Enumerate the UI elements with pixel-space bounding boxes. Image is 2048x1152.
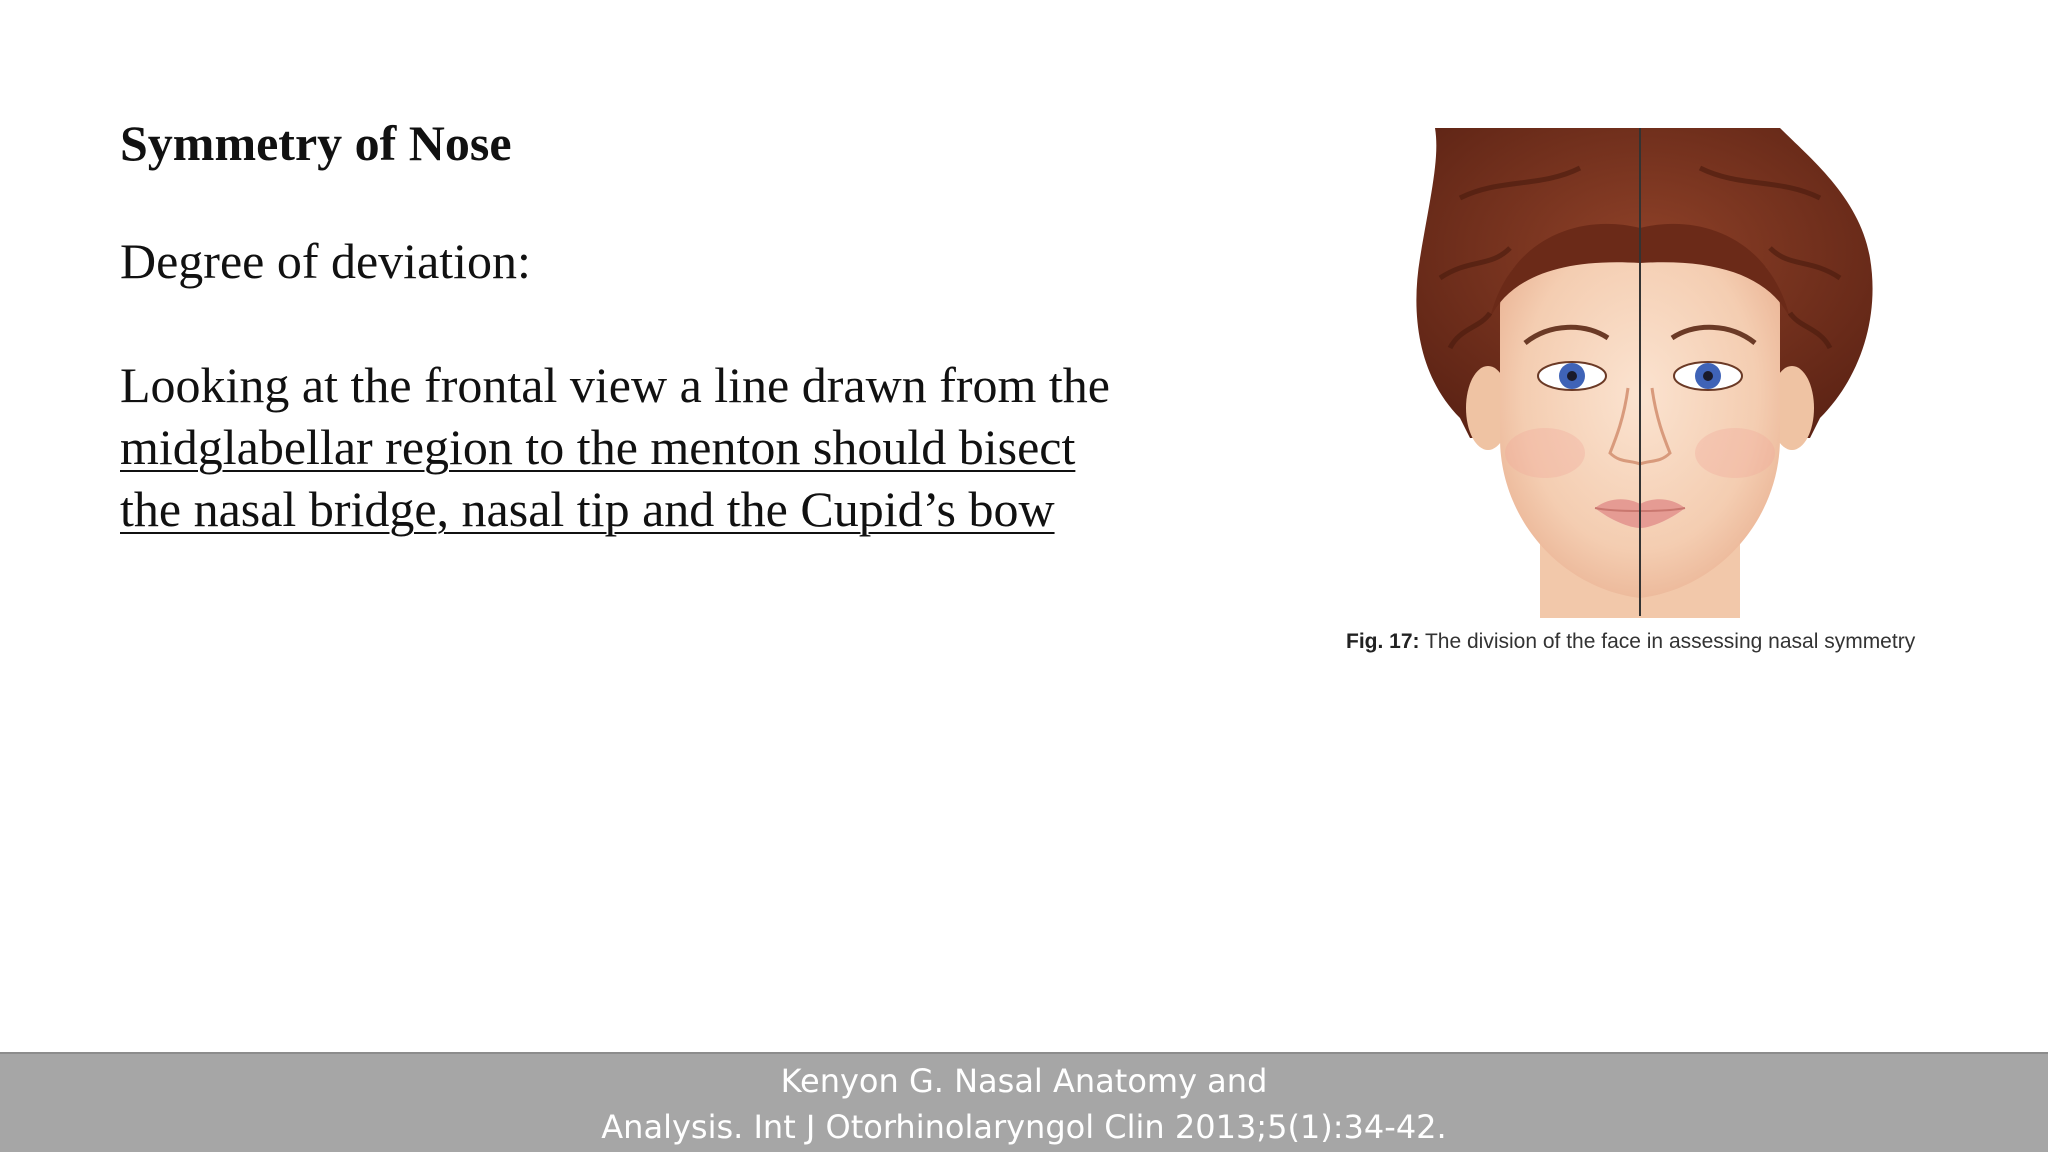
citation-line-1: Kenyon G. Nasal Anatomy and — [780, 1062, 1268, 1100]
face-svg — [1340, 118, 1940, 638]
caption-text: The division of the face in assessing nasal symmetry — [1419, 630, 1916, 653]
figure-caption — [1346, 630, 1915, 654]
slide-body — [120, 354, 1140, 540]
body-plain-text: Looking at the frontal view a line drawn from the — [120, 357, 1110, 413]
slide-text — [120, 108, 1140, 540]
slide-subtitle: Degree of deviation: — [120, 233, 531, 289]
caption-label: Fig. 17: — [1346, 630, 1420, 653]
body-underlined-text: midglabellar region to the menton should bisect the nasal bridge, nasal tip and the Cupid’s bow — [120, 419, 1076, 537]
citation-line-2: Analysis. Int J Otorhinolaryngol Clin 2013;5(1):34-42. — [601, 1108, 1447, 1146]
slide-title: Symmetry of Nose — [120, 115, 512, 171]
face-illustration-icon — [1340, 118, 1980, 678]
citation-footer — [0, 1052, 2048, 1152]
